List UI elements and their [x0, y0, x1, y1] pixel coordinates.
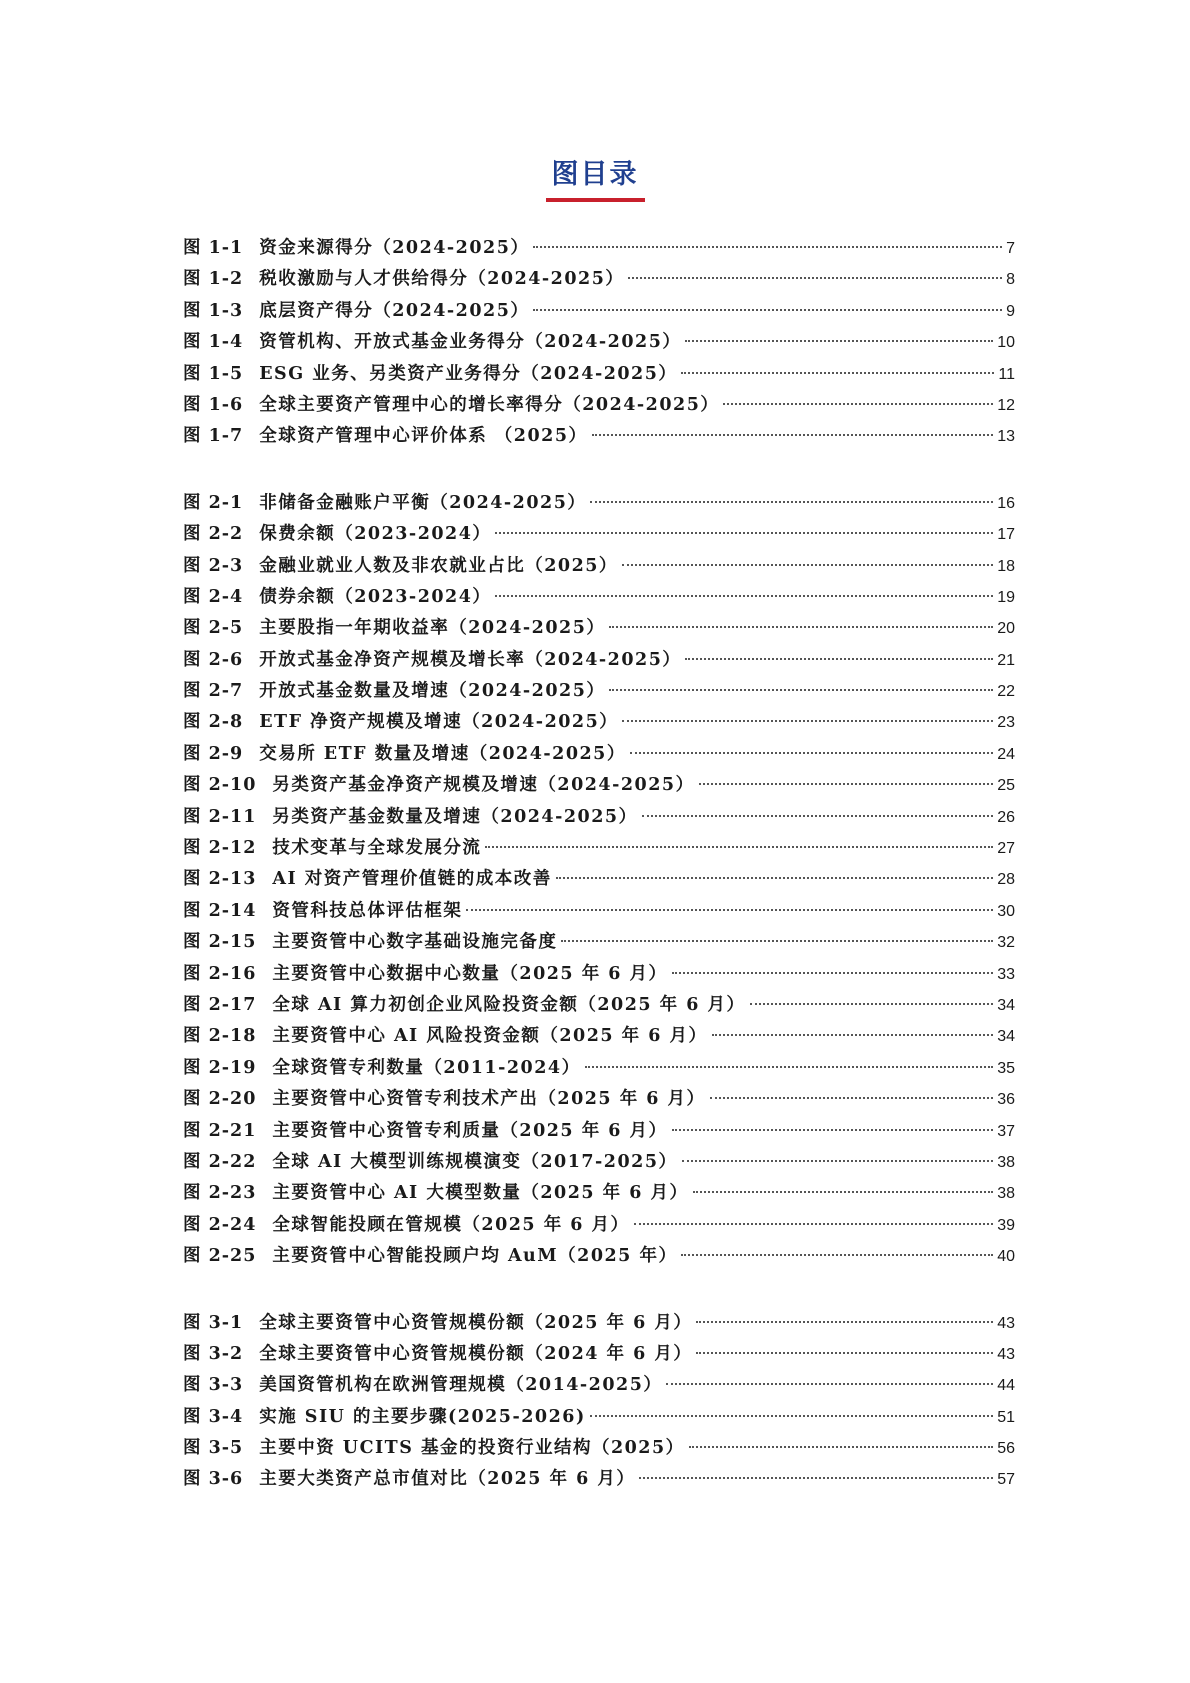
figure-number: 图 3-2	[183, 1343, 244, 1364]
figure-number: 图 2-15	[183, 932, 257, 953]
figure-number: 图 2-2	[183, 524, 244, 545]
toc-entry[interactable]	[183, 927, 1015, 958]
toc-entry[interactable]	[183, 864, 1015, 895]
figure-number: 图 3-4	[183, 1406, 244, 1427]
toc-entry[interactable]	[183, 1053, 1015, 1084]
toc-entry[interactable]	[183, 990, 1015, 1021]
page-number: 51	[997, 1408, 1015, 1426]
dot-leader	[628, 277, 1002, 279]
dot-leader	[466, 909, 993, 911]
page-number: 33	[997, 965, 1015, 983]
page-number: 11	[998, 365, 1015, 383]
figure-caption: 资管科技总体评估框架	[272, 900, 463, 921]
toc-entry[interactable]	[183, 1084, 1015, 1115]
figure-caption: 开放式基金净资产规模及增长率（2024-2025）	[259, 649, 682, 670]
title-container	[0, 158, 1190, 202]
page-number: 24	[997, 745, 1015, 763]
dot-leader	[666, 1383, 993, 1385]
figure-caption: 主要资管中心 AI 大模型数量（2025 年 6 月）	[272, 1183, 689, 1204]
page-number: 57	[997, 1471, 1015, 1489]
dot-leader	[712, 1034, 994, 1036]
figure-number: 图 2-17	[183, 994, 257, 1015]
page-number: 22	[997, 683, 1015, 701]
toc-entry[interactable]	[183, 519, 1015, 550]
page-number: 43	[997, 1314, 1015, 1332]
figure-caption: 金融业就业人数及非农就业占比（2025）	[259, 555, 618, 576]
page-number: 18	[997, 557, 1015, 575]
toc-entry[interactable]	[183, 359, 1015, 390]
dot-leader	[696, 1321, 993, 1323]
toc-entry[interactable]	[183, 233, 1015, 264]
figure-number: 图 2-6	[183, 649, 244, 670]
figure-number: 图 2-16	[183, 963, 257, 984]
toc-entry[interactable]	[183, 551, 1015, 582]
page-number: 44	[997, 1377, 1015, 1395]
figure-number: 图 1-1	[183, 238, 244, 258]
figure-number: 图 2-14	[183, 900, 257, 921]
dot-leader	[723, 403, 993, 405]
toc-entry[interactable]	[183, 1433, 1015, 1464]
figure-group	[183, 233, 1015, 453]
toc-entry[interactable]	[183, 739, 1015, 770]
figure-number: 图 2-11	[183, 806, 257, 827]
figure-number: 图 2-20	[183, 1089, 257, 1110]
figure-caption: 底层资产得分（2024-2025）	[259, 300, 530, 321]
page-number: 12	[997, 396, 1015, 414]
figure-caption: 全球主要资管中心资管规模份额（2024 年 6 月）	[259, 1343, 693, 1364]
figure-caption: 主要资管中心资管专利质量（2025 年 6 月）	[272, 1120, 668, 1141]
figure-caption: 主要资管中心资管专利技术产出（2025 年 6 月）	[272, 1089, 706, 1110]
figure-caption: 全球资产管理中心评价体系 （2025）	[259, 426, 588, 447]
figure-list	[183, 233, 1015, 1531]
dot-leader	[750, 1003, 994, 1005]
figure-number: 图 2-3	[183, 555, 244, 576]
dot-leader	[630, 752, 993, 754]
page-number: 21	[997, 651, 1015, 669]
toc-entry[interactable]	[183, 1402, 1015, 1433]
page-number: 35	[997, 1059, 1015, 1077]
dot-leader	[696, 1352, 993, 1354]
dot-leader	[685, 658, 993, 660]
figure-number: 图 3-6	[183, 1469, 244, 1490]
dot-leader	[533, 309, 1002, 311]
page-number: 36	[997, 1091, 1015, 1109]
page-number: 30	[997, 902, 1015, 920]
page-number: 7	[1006, 240, 1015, 257]
dot-leader	[681, 1254, 993, 1256]
dot-leader	[609, 626, 993, 628]
figure-caption: 技术变革与全球发展分流	[272, 838, 482, 859]
page-title: 图目录	[546, 158, 645, 202]
figure-number: 图 2-12	[183, 838, 257, 859]
toc-entry[interactable]	[183, 327, 1015, 358]
page-number: 27	[997, 840, 1015, 858]
toc-entry[interactable]	[183, 1370, 1015, 1401]
figure-number: 图 2-21	[183, 1120, 257, 1141]
page-number: 43	[997, 1345, 1015, 1363]
figure-number: 图 2-4	[183, 586, 244, 607]
figure-caption: 另类资产基金净资产规模及增速（2024-2025）	[272, 775, 695, 796]
figure-number: 图 2-7	[183, 681, 244, 702]
page-number: 38	[997, 1153, 1015, 1171]
page-number: 26	[997, 808, 1015, 826]
figure-number: 图 3-5	[183, 1438, 244, 1459]
figure-caption: 主要中资 UCITS 基金的投资行业结构（2025）	[259, 1438, 685, 1459]
toc-entry[interactable]	[183, 1339, 1015, 1370]
figure-caption: 全球 AI 算力初创企业风险投资金额（2025 年 6 月）	[272, 994, 746, 1015]
page-number: 19	[997, 588, 1015, 606]
page-number: 10	[997, 334, 1015, 352]
page-number: 20	[997, 620, 1015, 638]
figure-caption: 主要资管中心数字基础设施完备度	[272, 932, 558, 953]
figure-caption: 全球主要资产管理中心的增长率得分（2024-2025）	[259, 394, 720, 415]
toc-entry[interactable]	[183, 896, 1015, 927]
figure-group	[183, 1308, 1015, 1496]
figure-caption: 主要资管中心数据中心数量（2025 年 6 月）	[272, 963, 668, 984]
toc-entry[interactable]	[183, 582, 1015, 613]
figure-number: 图 3-1	[183, 1312, 244, 1333]
toc-entry[interactable]	[183, 1210, 1015, 1241]
figure-caption: 全球资管专利数量（2011-2024）	[272, 1057, 581, 1078]
figure-number: 图 2-22	[183, 1151, 257, 1172]
figure-number: 图 2-19	[183, 1057, 257, 1078]
page-number: 25	[997, 777, 1015, 795]
dot-leader	[533, 246, 1002, 248]
page-number: 32	[997, 934, 1015, 952]
dot-leader	[672, 1129, 994, 1131]
figure-caption: 主要资管中心智能投顾户均 AuM（2025 年）	[272, 1246, 678, 1267]
figure-caption: 全球智能投顾在管规模（2025 年 6 月）	[272, 1214, 630, 1235]
toc-entry[interactable]	[183, 1241, 1015, 1272]
dot-leader	[495, 595, 993, 597]
figure-caption: 主要大类资产总市值对比（2025 年 6 月）	[259, 1469, 636, 1490]
toc-entry[interactable]	[183, 707, 1015, 738]
dot-leader	[672, 972, 994, 974]
figure-caption: 资管机构、开放式基金业务得分（2024-2025）	[259, 332, 682, 353]
toc-entry[interactable]	[183, 833, 1015, 864]
page-number: 28	[997, 871, 1015, 889]
toc-entry[interactable]	[183, 488, 1015, 519]
figure-caption: 债券余额（2023-2024）	[259, 586, 492, 607]
dot-leader	[710, 1097, 994, 1099]
figure-caption: ETF 净资产规模及增速（2024-2025）	[259, 712, 619, 733]
figure-caption: 保费余额（2023-2024）	[259, 524, 492, 545]
figure-number: 图 1-7	[183, 426, 244, 447]
dot-leader	[622, 564, 993, 566]
figure-number: 图 2-10	[183, 775, 257, 796]
page-number: 16	[997, 494, 1015, 512]
dot-leader	[485, 846, 993, 848]
dot-leader	[609, 689, 993, 691]
dot-leader	[590, 501, 993, 503]
toc-entry[interactable]	[183, 390, 1015, 421]
figure-number: 图 1-3	[183, 300, 244, 321]
page-number: 34	[997, 1028, 1015, 1046]
toc-entry[interactable]	[183, 1464, 1015, 1495]
figure-caption: 开放式基金数量及增速（2024-2025）	[259, 681, 606, 702]
figure-number: 图 2-18	[183, 1026, 257, 1047]
figure-caption: 实施 SIU 的主要步骤(2025-2026)	[259, 1406, 586, 1427]
figure-number: 图 2-24	[183, 1214, 257, 1235]
figure-caption: 另类资产基金数量及增速（2024-2025）	[272, 806, 638, 827]
toc-entry[interactable]	[183, 421, 1015, 452]
figure-caption: 非储备金融账户平衡（2024-2025）	[259, 492, 587, 513]
figure-number: 图 1-4	[183, 332, 244, 353]
page-number: 37	[997, 1122, 1015, 1140]
page-number: 8	[1006, 271, 1015, 289]
figure-caption: 全球主要资管中心资管规模份额（2025 年 6 月）	[259, 1312, 693, 1333]
dot-leader	[639, 1477, 993, 1479]
figure-number: 图 2-13	[183, 869, 257, 890]
dot-leader	[642, 815, 994, 817]
toc-entry[interactable]	[183, 296, 1015, 327]
figure-number: 图 2-9	[183, 743, 244, 764]
figure-number: 图 1-6	[183, 394, 244, 415]
toc-entry[interactable]	[183, 645, 1015, 676]
figure-caption: 主要股指一年期收益率（2024-2025）	[259, 618, 606, 639]
page-number: 9	[1006, 302, 1015, 320]
toc-entry[interactable]	[183, 1178, 1015, 1209]
figure-number: 图 2-23	[183, 1183, 257, 1204]
figure-number: 图 2-25	[183, 1246, 257, 1267]
page-number: 56	[997, 1440, 1015, 1458]
figure-number: 图 3-3	[183, 1375, 244, 1396]
page-number: 40	[997, 1248, 1015, 1266]
figure-number: 图 2-1	[183, 492, 244, 513]
figure-caption: AI 对资产管理价值链的成本改善	[272, 869, 552, 890]
dot-leader	[585, 1066, 994, 1068]
toc-entry[interactable]	[183, 676, 1015, 707]
figure-caption: ESG 业务、另类资产业务得分（2024-2025）	[259, 363, 678, 384]
dot-leader	[592, 434, 994, 436]
toc-entry[interactable]	[183, 770, 1015, 801]
dot-leader	[634, 1223, 994, 1225]
page-number: 17	[997, 526, 1015, 544]
dot-leader	[590, 1415, 993, 1417]
toc-entry[interactable]	[183, 959, 1015, 990]
figure-caption: 全球 AI 大模型训练规模演变（2017-2025）	[272, 1151, 678, 1172]
page-number: 13	[997, 428, 1015, 446]
figure-caption: 税收激励与人才供给得分（2024-2025）	[259, 269, 625, 290]
figure-number: 图 2-5	[183, 618, 244, 639]
figure-number: 图 1-2	[183, 269, 244, 290]
dot-leader	[682, 1160, 994, 1162]
figure-number: 图 2-8	[183, 712, 244, 733]
figure-caption: 主要资管中心 AI 风险投资金额（2025 年 6 月）	[272, 1026, 708, 1047]
toc-entry[interactable]	[183, 1147, 1015, 1178]
toc-entry[interactable]	[183, 1116, 1015, 1147]
dot-leader	[699, 783, 994, 785]
figure-caption: 交易所 ETF 数量及增速（2024-2025）	[259, 743, 626, 764]
toc-entry[interactable]	[183, 802, 1015, 833]
page-number: 39	[997, 1216, 1015, 1234]
toc-entry[interactable]	[183, 1021, 1015, 1052]
figure-number: 图 1-5	[183, 363, 244, 384]
dot-leader	[622, 720, 993, 722]
dot-leader	[693, 1191, 994, 1193]
dot-leader	[495, 532, 993, 534]
dot-leader	[689, 1446, 994, 1448]
toc-entry[interactable]	[183, 1308, 1015, 1339]
page-number: 23	[997, 714, 1015, 732]
toc-entry[interactable]	[183, 613, 1015, 644]
toc-entry[interactable]	[183, 264, 1015, 295]
page-number: 34	[997, 996, 1015, 1014]
dot-leader	[685, 340, 993, 342]
figure-caption: 资金来源得分（2024-2025）	[259, 238, 530, 258]
figure-group	[183, 488, 1015, 1273]
dot-leader	[561, 940, 993, 942]
page-number: 38	[997, 1185, 1015, 1203]
dot-leader	[556, 877, 993, 879]
figure-caption: 美国资管机构在欧洲管理规模（2014-2025）	[259, 1375, 663, 1396]
dot-leader	[681, 372, 994, 374]
